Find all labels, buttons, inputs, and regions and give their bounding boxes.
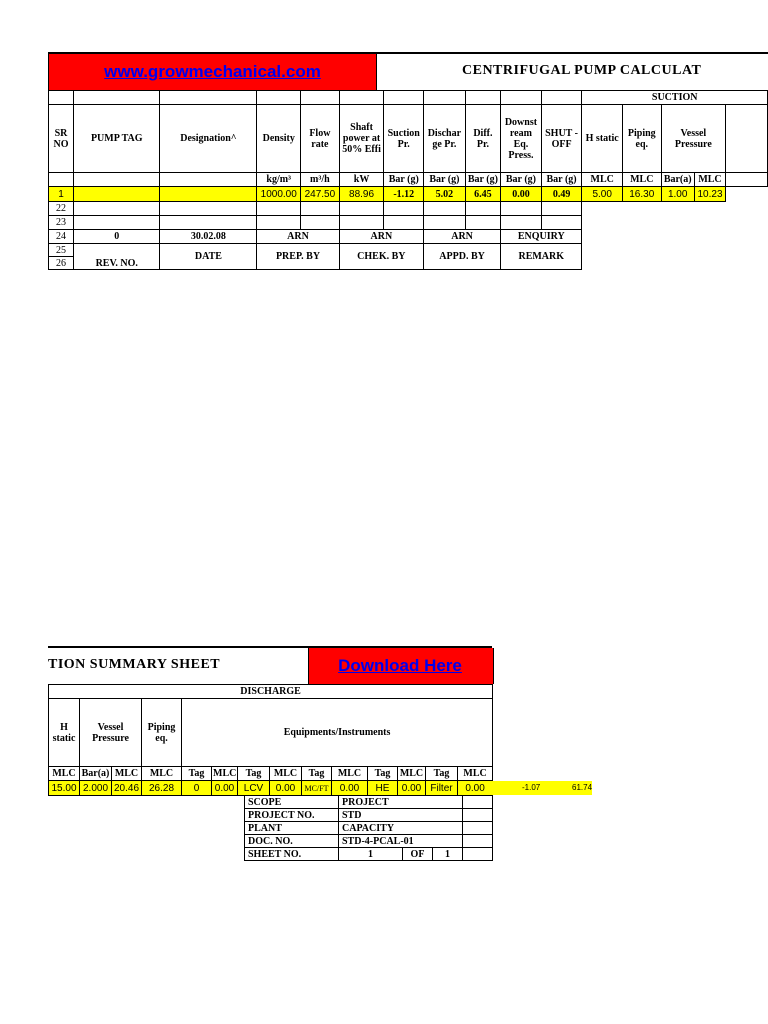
row-number: 22 (49, 202, 74, 216)
col-density: Density (257, 105, 301, 173)
cell-tag[interactable]: HE (368, 781, 398, 796)
cell-vessel-bar[interactable]: 1.00 (661, 187, 694, 202)
project-no-value[interactable]: STD (339, 809, 463, 822)
col-equipments: Equipments/Instruments (182, 699, 493, 767)
cell-mlc[interactable]: 0.00 (458, 781, 493, 796)
unit-density: kg/m³ (257, 173, 301, 187)
rev-value[interactable]: 0 (74, 230, 160, 244)
table-row[interactable] (49, 216, 768, 230)
col-flow-rate: Flow rate (301, 105, 340, 173)
total-sheets[interactable]: 1 (433, 848, 463, 861)
unit-h-static: MLC (582, 173, 623, 187)
unit: Tag (368, 767, 398, 781)
cell-suction[interactable]: -1.12 (384, 187, 424, 202)
pump-data-table (48, 90, 768, 270)
revision-row[interactable] (49, 230, 768, 244)
row-number: 25 (49, 244, 74, 257)
unit-vessel-mlc: MLC (694, 173, 725, 187)
col-discharge-pr: Dischar ge Pr. (424, 105, 466, 173)
cell-discharge[interactable]: 5.02 (424, 187, 466, 202)
col-designation: Designation^ (160, 105, 257, 173)
capacity-label: CAPACITY (339, 822, 463, 835)
col-downstream: Downst ream Eq. Press. (501, 105, 542, 173)
cell-pump-tag[interactable] (74, 187, 160, 202)
unit-shutoff: Bar (g) (541, 173, 582, 187)
col-piping-eq: Piping eq. (142, 699, 182, 767)
extra-value: -1.07 (522, 783, 541, 792)
col-shutoff: SHUT - OFF (541, 105, 582, 173)
unit: Bar(a) (80, 767, 112, 781)
row-number: 23 (49, 216, 74, 230)
extra-values-strip (492, 781, 592, 795)
cell-tag[interactable]: 0 (182, 781, 212, 796)
col-shaft-power: Shaft power at 50% Effi (339, 105, 384, 173)
summary-title: TION SUMMARY SHEET (48, 657, 221, 672)
cell-density[interactable]: 1000.00 (257, 187, 301, 202)
chek-value[interactable]: ARN (339, 230, 423, 244)
cell-piping[interactable]: 16.30 (623, 187, 662, 202)
prep-by-label: PREP. BY (257, 244, 339, 270)
unit: Tag (426, 767, 458, 781)
plant-label: PLANT (245, 822, 339, 835)
prep-value[interactable]: ARN (257, 230, 339, 244)
cell-mlc[interactable]: 0.00 (270, 781, 302, 796)
date-label: DATE (160, 244, 257, 270)
cell-downstream[interactable]: 0.00 (501, 187, 542, 202)
doc-no-label: DOC. NO. (245, 835, 339, 848)
row-number: 24 (49, 230, 74, 244)
download-link[interactable]: Download Here (338, 656, 462, 675)
col-pump-tag: PUMP TAG (74, 105, 160, 173)
unit-flow: m³/h (301, 173, 340, 187)
unit: MLC (332, 767, 368, 781)
table-row[interactable] (49, 781, 493, 796)
table-row[interactable] (49, 202, 768, 216)
doc-no-value[interactable]: STD-4-PCAL-01 (339, 835, 463, 848)
cell-mlc[interactable]: 0.00 (212, 781, 238, 796)
cell-tag[interactable]: LCV (238, 781, 270, 796)
date-value[interactable]: 30.02.08 (160, 230, 257, 244)
sheet-no-label: SHEET NO. (245, 848, 339, 861)
col-h-static: H static (582, 105, 623, 173)
extra-value: 61.74 (572, 783, 593, 792)
unit: MLC (398, 767, 426, 781)
unit: MLC (213, 768, 237, 779)
unit: Tag (182, 767, 212, 781)
col-h-static: H static (49, 699, 80, 767)
unit: MLC (112, 767, 142, 781)
col-suction-pr: Suction Pr. (384, 105, 424, 173)
website-link[interactable]: www.growmechanical.com (104, 62, 321, 81)
cell-vessel-bar[interactable]: 2.000 (80, 781, 112, 796)
col-piping-eq: Piping eq. (623, 105, 662, 173)
chek-by-label: CHEK. BY (339, 244, 423, 270)
cell-tag[interactable]: MC/FT (302, 781, 332, 796)
cell-shutoff[interactable]: 0.49 (541, 187, 582, 202)
cell-flow[interactable]: 247.50 (301, 187, 340, 202)
col-diff-pr: Diff. Pr. (465, 105, 500, 173)
cell-mlc[interactable]: 0.00 (398, 781, 426, 796)
unit: MLC (142, 767, 182, 781)
table-row[interactable] (49, 187, 768, 202)
cell-h-static[interactable]: 5.00 (582, 187, 623, 202)
discharge-label: DISCHARGE (49, 685, 493, 699)
col-vessel-pressure: Vessel Pressure (661, 105, 726, 173)
project-no-label: PROJECT NO. (245, 809, 339, 822)
cell-piping[interactable]: 26.28 (142, 781, 182, 796)
suction-label: SUCTION (582, 91, 768, 105)
scope-label: SCOPE (245, 796, 339, 809)
col-sr-no: SR NO (49, 105, 74, 173)
unit: MLC (49, 767, 80, 781)
cell-power[interactable]: 88.96 (339, 187, 384, 202)
remark-label: REMARK (501, 244, 582, 270)
document-info-table (244, 795, 493, 861)
row-number: 26 (49, 257, 74, 270)
cell-tag[interactable]: Filter (426, 781, 458, 796)
page-title: CENTRIFUGAL PUMP CALCULAT (462, 63, 702, 78)
of-label: OF (403, 848, 433, 861)
cell-vessel-mlc[interactable]: 10.23 (694, 187, 725, 202)
unit: MLC (270, 767, 302, 781)
appd-by-label: APPD. BY (424, 244, 501, 270)
cell-sr[interactable]: 1 (49, 187, 74, 202)
unit: Tag (302, 767, 332, 781)
unit: Tag (238, 767, 270, 781)
unit-discharge: Bar (g) (424, 173, 466, 187)
cell-vessel-mlc[interactable]: 20.46 (112, 781, 142, 796)
col-vessel-pressure: Vessel Pressure (80, 699, 142, 767)
rev-no-label: REV. NO. (74, 244, 160, 270)
unit-power: kW (339, 173, 384, 187)
discharge-table (48, 684, 493, 796)
cell-designation[interactable] (160, 187, 257, 202)
sheet-value[interactable]: 1 (339, 848, 403, 861)
unit: MLC (458, 767, 493, 781)
unit-diff: Bar (g) (465, 173, 500, 187)
appd-value[interactable]: ARN (424, 230, 501, 244)
remark-value[interactable]: ENQUIRY (501, 230, 582, 244)
unit-suction: Bar (g) (384, 173, 424, 187)
unit-vessel-bar: Bar(a) (661, 173, 694, 187)
project-label: PROJECT (339, 796, 463, 809)
unit-downstream: Bar (g) (501, 173, 542, 187)
unit-piping: MLC (623, 173, 662, 187)
cell-h-static[interactable]: 15.00 (49, 781, 80, 796)
cell-diff[interactable]: 6.45 (465, 187, 500, 202)
cell-mlc[interactable]: 0.00 (332, 781, 368, 796)
